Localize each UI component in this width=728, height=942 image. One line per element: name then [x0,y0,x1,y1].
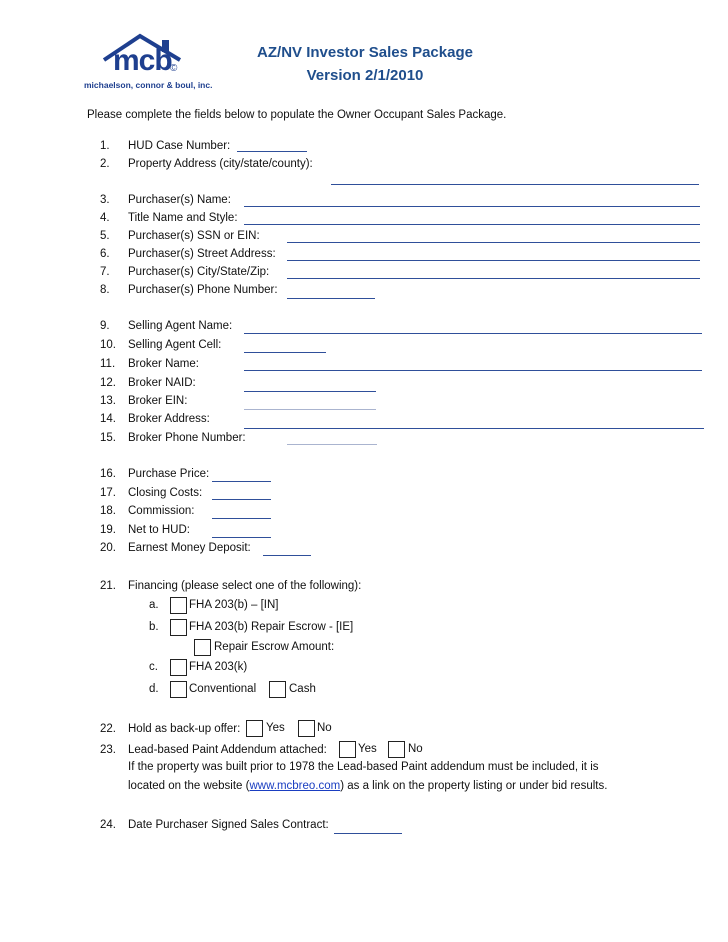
field-label: Broker Phone Number: [128,432,246,444]
repair-escrow-checkbox[interactable] [194,639,211,656]
field-label: Net to HUD: [128,524,190,536]
field-label: Purchaser(s) City/State/Zip: [128,266,270,278]
closing-costs-field[interactable] [212,499,271,500]
field-label: Purchase Price: [128,468,210,480]
field-label: Earnest Money Deposit: [128,542,251,554]
property-address-field[interactable] [331,184,699,185]
broker-address-field[interactable] [244,428,704,429]
fha-203b-checkbox[interactable] [170,597,187,614]
purchaser-ssn-field[interactable] [287,242,700,243]
purchaser-street-field[interactable] [287,260,700,261]
field-label: Broker EIN: [128,395,188,407]
agent-name-field[interactable] [244,333,702,334]
field-number: 7. [100,266,110,278]
field-label: Purchaser(s) Phone Number: [128,284,278,296]
field-label: Title Name and Style: [128,212,238,224]
field-number: 20. [100,542,116,554]
field-number: 23. [100,744,116,756]
field-number: 22. [100,723,116,735]
field-number: 1. [100,140,110,152]
backup-no-checkbox[interactable] [298,720,315,737]
logo-wordmark: mcb [113,44,172,77]
commission-field[interactable] [212,518,271,519]
field-number: 6. [100,248,110,260]
broker-naid-field[interactable] [244,391,376,392]
field-number: 2. [100,158,110,170]
field-number: 8. [100,284,110,296]
field-number: 21. [100,580,116,592]
field-label: Property Address (city/state/county): [128,158,313,170]
field-label: Lead-based Paint Addendum attached: [128,744,327,756]
financing-option-c-letter: c. [149,661,158,673]
field-number: 18. [100,505,116,517]
purchaser-city-field[interactable] [287,278,700,279]
lead-no-label: No [408,743,423,755]
field-number: 4. [100,212,110,224]
backup-yes-label: Yes [266,722,285,734]
repair-escrow-label: Repair Escrow Amount: [214,641,335,653]
hud-case-number-field[interactable] [237,151,307,152]
backup-yes-checkbox[interactable] [246,720,263,737]
fha-203b-repair-checkbox[interactable] [170,619,187,636]
field-number: 16. [100,468,116,480]
field-number: 14. [100,413,116,425]
date-signed-field[interactable] [334,833,402,834]
field-label: Selling Agent Cell: [128,339,222,351]
field-number: 24. [100,819,116,831]
lead-yes-checkbox[interactable] [339,741,356,758]
fha-203b-label: FHA 203(b) – [IN] [189,599,279,611]
document-version: Version 2/1/2010 [306,67,424,84]
field-number: 17. [100,487,116,499]
field-number: 13. [100,395,116,407]
fha-203b-repair-label: FHA 203(b) Repair Escrow - [IE] [189,621,354,633]
field-label: Purchaser(s) SSN or EIN: [128,230,260,242]
lead-paint-note-line-1: If the property was built prior to 1978 the Lead-based Paint addendum must be included, it is [128,761,599,773]
document-title: AZ/NV Investor Sales Package [257,44,473,61]
field-number: 3. [100,194,110,206]
purchaser-name-field[interactable] [244,206,700,207]
lead-note-suffix: ) as a link on the property listing or under bid results. [340,780,608,792]
fha-203k-checkbox[interactable] [170,659,187,676]
field-number: 5. [100,230,110,242]
field-label: Closing Costs: [128,487,203,499]
field-label: Selling Agent Name: [128,320,233,332]
lead-paint-note-line-2 [128,780,607,792]
field-number: 10. [100,339,116,351]
field-label: Hold as back-up offer: [128,723,241,735]
financing-option-d-letter: d. [149,683,159,695]
logo-company-name: michaelson, connor & boul, inc. [84,80,213,90]
broker-phone-field[interactable] [287,444,377,445]
field-label: Broker Name: [128,358,199,370]
fha-203k-label: FHA 203(k) [189,661,248,673]
field-number: 9. [100,320,110,332]
intro-text: Please complete the fields below to populate the Owner Occupant Sales Package. [87,109,507,121]
broker-ein-field[interactable] [244,409,376,410]
cash-label: Cash [289,683,316,695]
conventional-checkbox[interactable] [170,681,187,698]
net-to-hud-field[interactable] [212,537,271,538]
field-number: 11. [100,358,116,370]
field-number: 15. [100,432,116,444]
earnest-money-field[interactable] [263,555,311,556]
financing-option-a-letter: a. [149,599,159,611]
field-label: Date Purchaser Signed Sales Contract: [128,819,329,831]
lead-yes-label: Yes [358,743,377,755]
field-label: HUD Case Number: [128,140,231,152]
financing-option-b-letter: b. [149,621,159,633]
purchaser-phone-field[interactable] [287,298,375,299]
field-label: Financing (please select one of the following): [128,580,362,592]
field-label: Purchaser(s) Street Address: [128,248,276,260]
field-number: 12. [100,377,116,389]
agent-cell-field[interactable] [244,352,326,353]
lead-note-prefix: located on the website ( [128,780,250,792]
mcbreo-website-link[interactable]: www.mcbreo.com [249,780,341,792]
field-label: Broker NAID: [128,377,196,389]
field-label: Broker Address: [128,413,210,425]
field-number: 19. [100,524,116,536]
backup-no-label: No [317,722,332,734]
lead-no-checkbox[interactable] [388,741,405,758]
broker-name-field[interactable] [244,370,702,371]
conventional-label: Conventional [189,683,257,695]
logo-copyright: © [170,63,178,74]
cash-checkbox[interactable] [269,681,286,698]
field-label: Purchaser(s) Name: [128,194,231,206]
purchase-price-field[interactable] [212,481,271,482]
title-name-field[interactable] [244,224,700,225]
field-label: Commission: [128,505,195,517]
